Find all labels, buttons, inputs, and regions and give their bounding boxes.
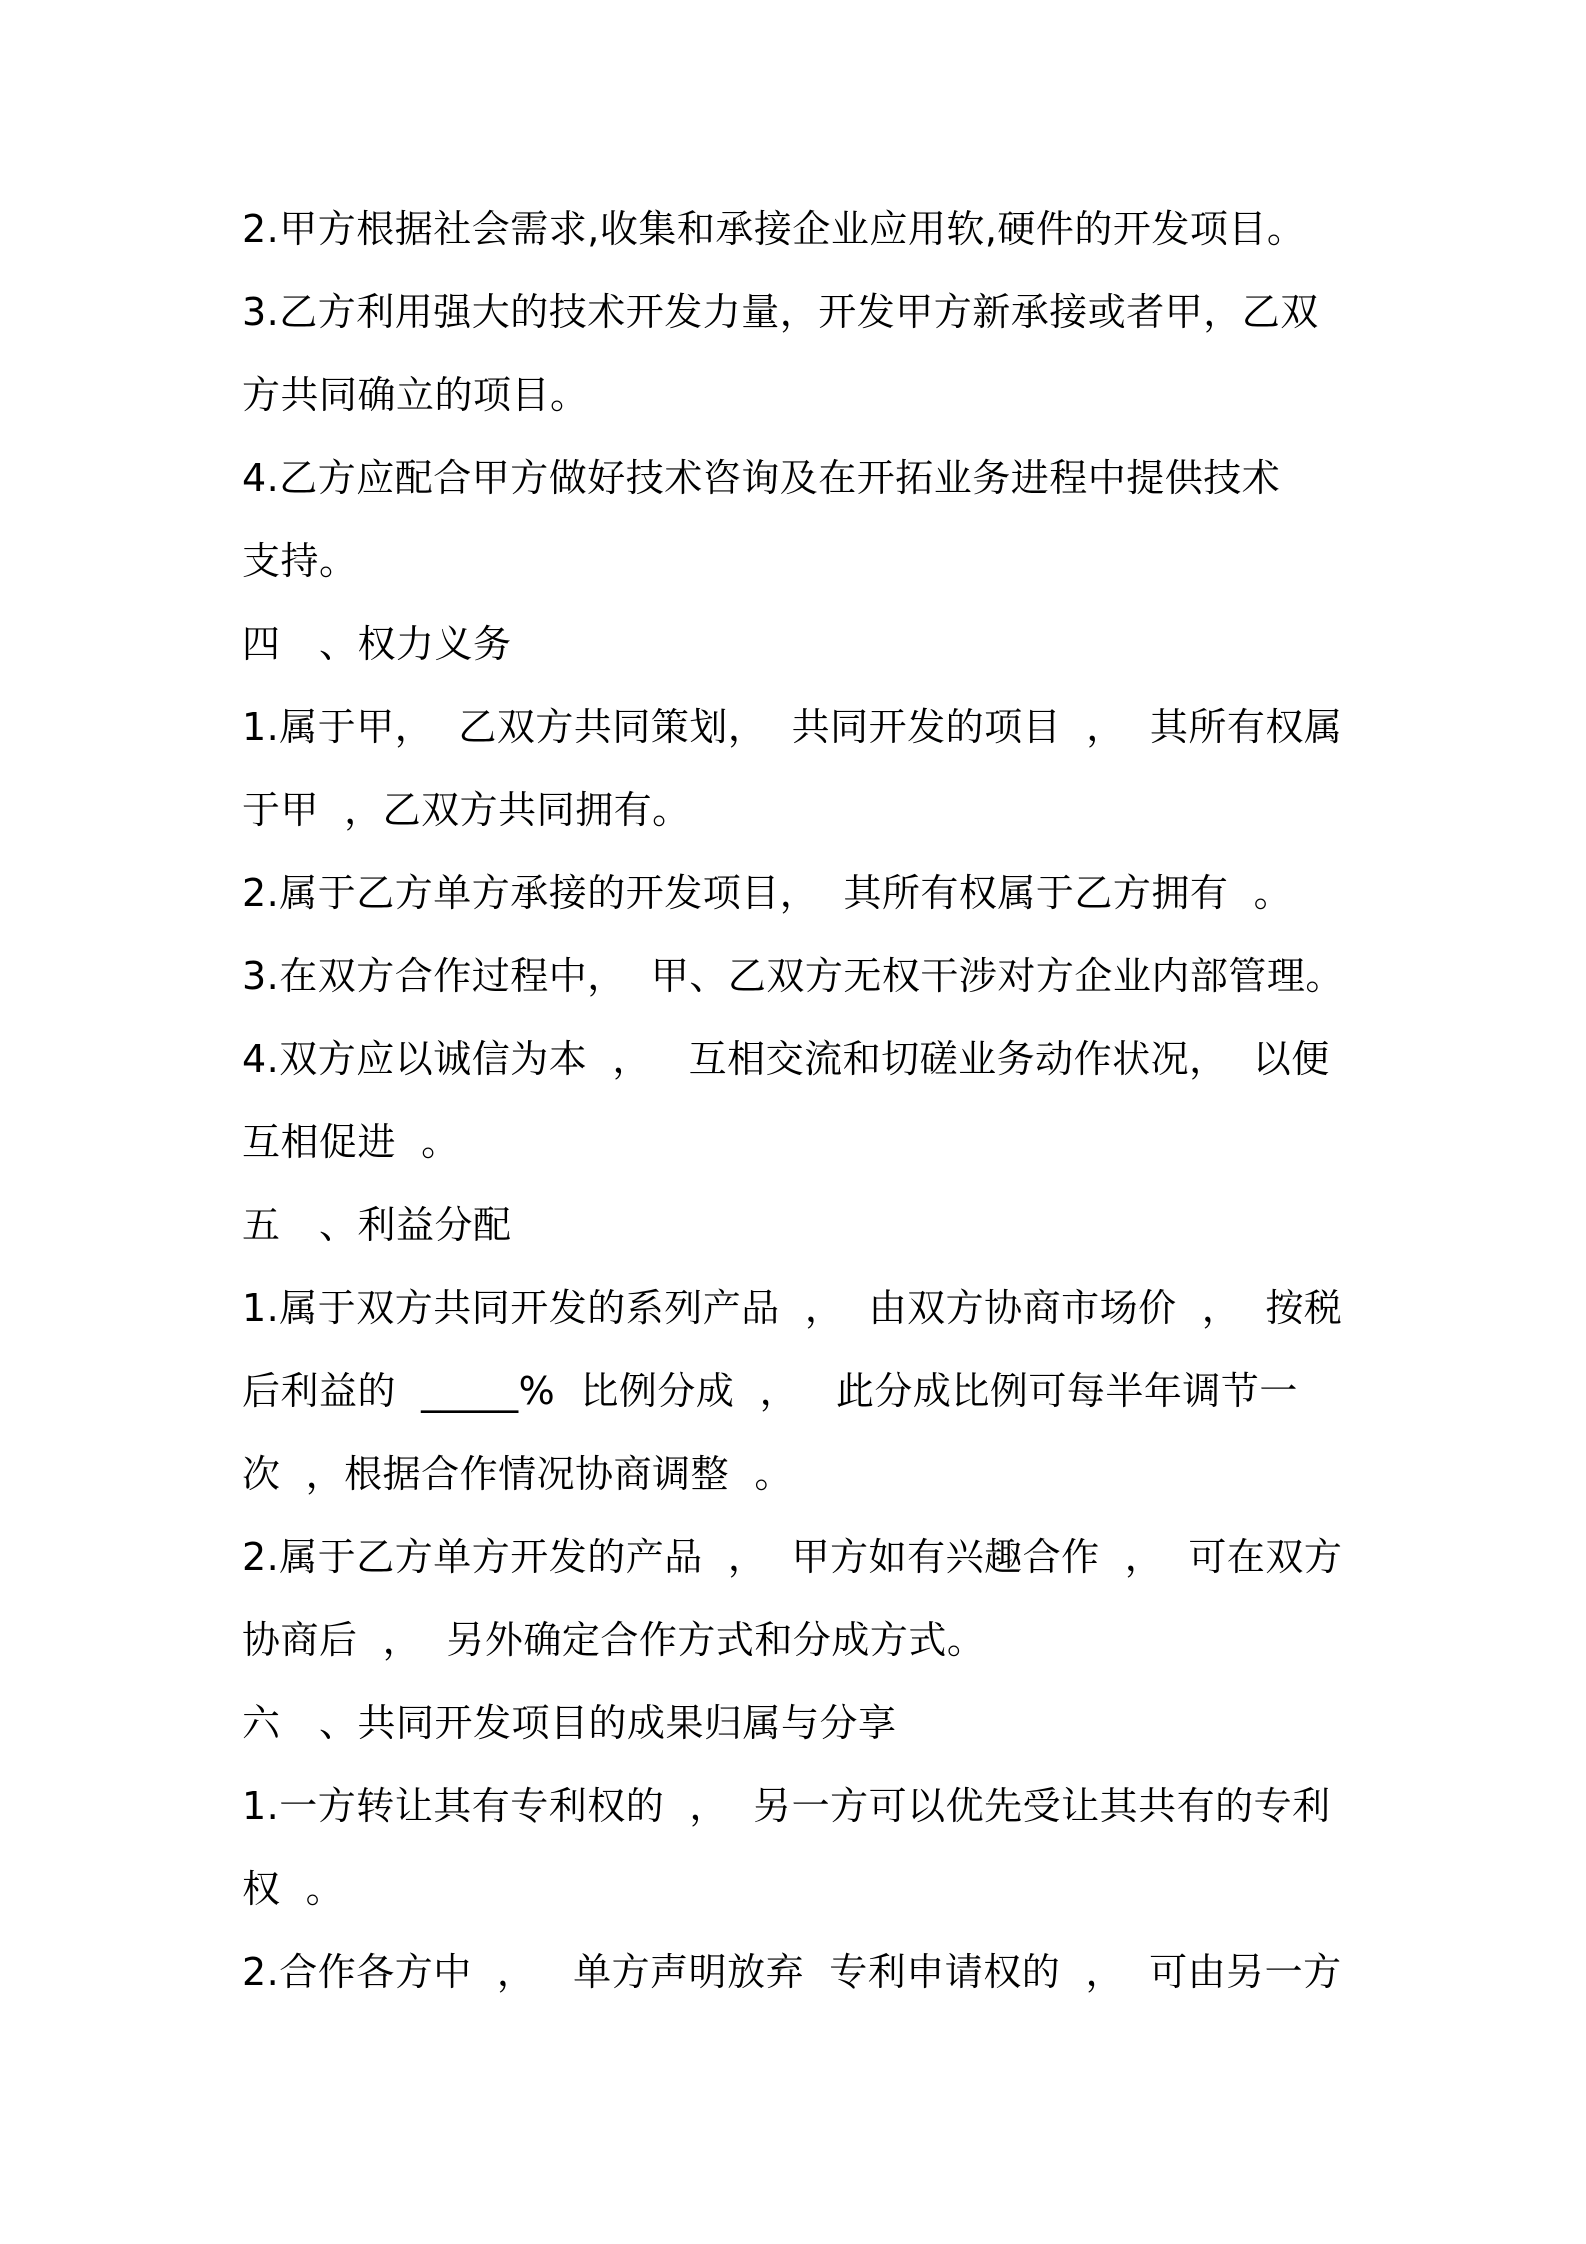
clause-3-3-line-2: 方共同确立的项目。 [242, 373, 589, 417]
clause-5-1-line-3: 次 ，根据合作情况协商调整 。 [242, 1452, 793, 1496]
clause-6-1-line-2: 权 。 [242, 1867, 345, 1911]
clause-3-4-line-2: 支持。 [242, 539, 358, 583]
clause-5-1-line-1: 1.属于双方共同开发的系列产品 ， 由双方协商市场价 ， 按税 [242, 1286, 1343, 1330]
section-heading-profit-distribution: 五 、利益分配 [242, 1203, 512, 1247]
clause-5-1-line-2: 后利益的 _____% 比例分成 ， 此分成比例可每半年调节一 [242, 1369, 1298, 1413]
clause-4-3: 3.在双方合作过程中， 甲、乙双方无权干涉对方企业内部管理。 [242, 954, 1344, 998]
clause-5-2-line-2: 协商后 ， 另外确定合作方式和分成方式。 [242, 1618, 986, 1662]
clause-4-4-line-2: 互相促进 。 [242, 1120, 460, 1164]
section-heading-results-ownership: 六 、共同开发项目的成果归属与分享 [242, 1701, 897, 1745]
clause-4-1-line-2: 于甲 ，乙双方共同拥有。 [242, 788, 691, 832]
clause-4-4-line-1: 4.双方应以诚信为本 ， 互相交流和切磋业务动作状况， 以便 [242, 1037, 1330, 1081]
clause-6-1-line-1: 1.一方转让其有专利权的 ， 另一方可以优先受让其共有的专利 [242, 1784, 1331, 1828]
clause-5-2-line-1: 2.属于乙方单方开发的产品 ， 甲方如有兴趣合作 ， 可在双方 [242, 1535, 1343, 1579]
clause-4-2: 2.属于乙方单方承接的开发项目， 其所有权属于乙方拥有 。 [242, 871, 1293, 915]
clause-3-2: 2.甲方根据社会需求,收集和承接企业应用软,硬件的开发项目。 [242, 207, 1306, 251]
clause-4-1-line-1: 1.属于甲， 乙双方共同策划， 共同开发的项目 ， 其所有权属 [242, 705, 1343, 749]
clause-3-4-line-1: 4.乙方应配合甲方做好技术咨询及在开拓业务进程中提供技术 [242, 456, 1281, 500]
clause-6-2-line-1: 2.合作各方中 ， 单方声明放弃 专利申请权的 ， 可由另一方 [242, 1950, 1342, 1994]
section-heading-rights-obligations: 四 、权力义务 [242, 622, 512, 666]
clause-3-3-line-1: 3.乙方利用强大的技术开发力量，开发甲方新承接或者甲，乙双 [242, 290, 1319, 334]
